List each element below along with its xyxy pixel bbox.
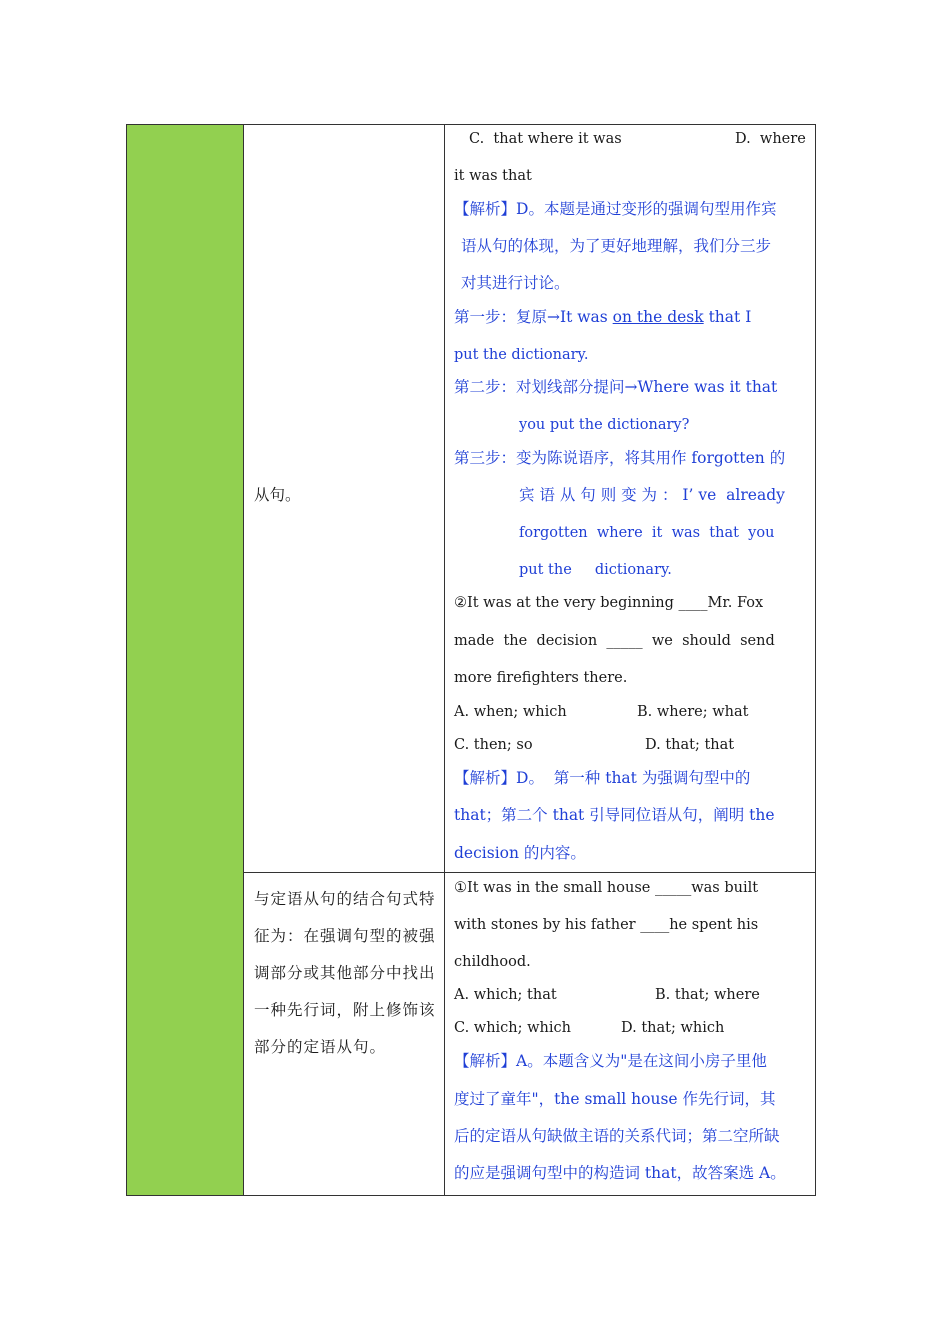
step-two: 第二步：对划线部分提问→Where was it that <box>454 378 778 396</box>
question-stem: with stones by his father ____he spent his <box>454 917 759 933</box>
underlined-phrase: on the desk <box>612 308 704 326</box>
question-stem: made the decision _____ we should send <box>454 633 775 649</box>
analysis-label: 【解析】 <box>454 200 517 218</box>
example-cell-top <box>445 125 816 872</box>
analysis-line: that；第二个 that 引导同位语从句，阐明 the <box>454 806 775 824</box>
rule-cell-top <box>245 125 444 872</box>
option-c: C. then; so <box>454 737 533 753</box>
grammar-table <box>126 124 816 1196</box>
question-stem: ①It was in the small house _____was built <box>454 880 759 896</box>
option-b: B. where; what <box>637 704 749 720</box>
question-stem: childhood. <box>454 954 531 970</box>
rule-text: 与定语从句的结合句式特征为：在强调句型的被强调部分或其他部分中找出一种先行词，附上修饰该部分的定语从句。 <box>254 890 436 1056</box>
step-three-continued: forgotten where it was that you <box>519 525 775 541</box>
analysis-line: 后的定语从句缺做主语的关系代词；第二空所缺 <box>454 1127 780 1145</box>
question-stem: ②It was at the very beginning ____Mr. Fox <box>454 595 764 611</box>
analysis-line: 的应是强调句型中的构造词 that，故答案选 A。 <box>454 1164 786 1182</box>
step-three: 第三步：变为陈说语序，将其用作 forgotten 的 <box>454 449 786 467</box>
analysis-label: 【解析】 <box>454 769 517 787</box>
example-cell-bottom <box>445 873 816 1196</box>
option-d: D. that; that <box>645 737 735 753</box>
rule-cell-bottom <box>245 873 444 1196</box>
analysis-line: 语从句的体现，为了更好地理解，我们分三步 <box>461 237 772 255</box>
analysis-line: decision 的内容。 <box>454 844 586 862</box>
option-b: B. that; where <box>655 987 760 1003</box>
analysis-line: 【解析】A。本题含义为"是在这间小房子里他 <box>454 1052 767 1070</box>
analysis-label: 【解析】 <box>454 1052 517 1070</box>
option-d: D. where <box>735 131 806 147</box>
option-a: A. when; which <box>454 704 567 720</box>
question-stem: more firefighters there. <box>454 670 628 686</box>
analysis-line: 对其进行讨论。 <box>461 274 570 292</box>
analysis-line: 【解析】D。本题是通过变形的强调句型用作宾 <box>454 200 777 218</box>
analysis-line: 度过了童年"，the small house 作先行词，其 <box>454 1090 776 1108</box>
step-three-continued: 宾 语 从 句 则 变 为 ： I’ ve already <box>519 486 785 504</box>
option-d-continued: it was that <box>454 168 532 184</box>
step-one: 第一步：复原→It was on the desk that I <box>454 308 752 326</box>
option-a: A. which; that <box>454 987 557 1003</box>
step-one-continued: put the dictionary. <box>454 347 589 363</box>
option-d: D. that; which <box>621 1020 725 1036</box>
category-cell <box>127 125 244 1195</box>
option-c: C. which; which <box>454 1020 571 1036</box>
rule-text: 从句。 <box>254 486 301 504</box>
step-two-continued: you put the dictionary? <box>519 417 690 433</box>
step-three-continued: put the dictionary. <box>519 562 672 578</box>
option-c: C. that where it was <box>469 131 622 147</box>
analysis-line: 【解析】D。 第一种 that 为强调句型中的 <box>454 769 751 787</box>
